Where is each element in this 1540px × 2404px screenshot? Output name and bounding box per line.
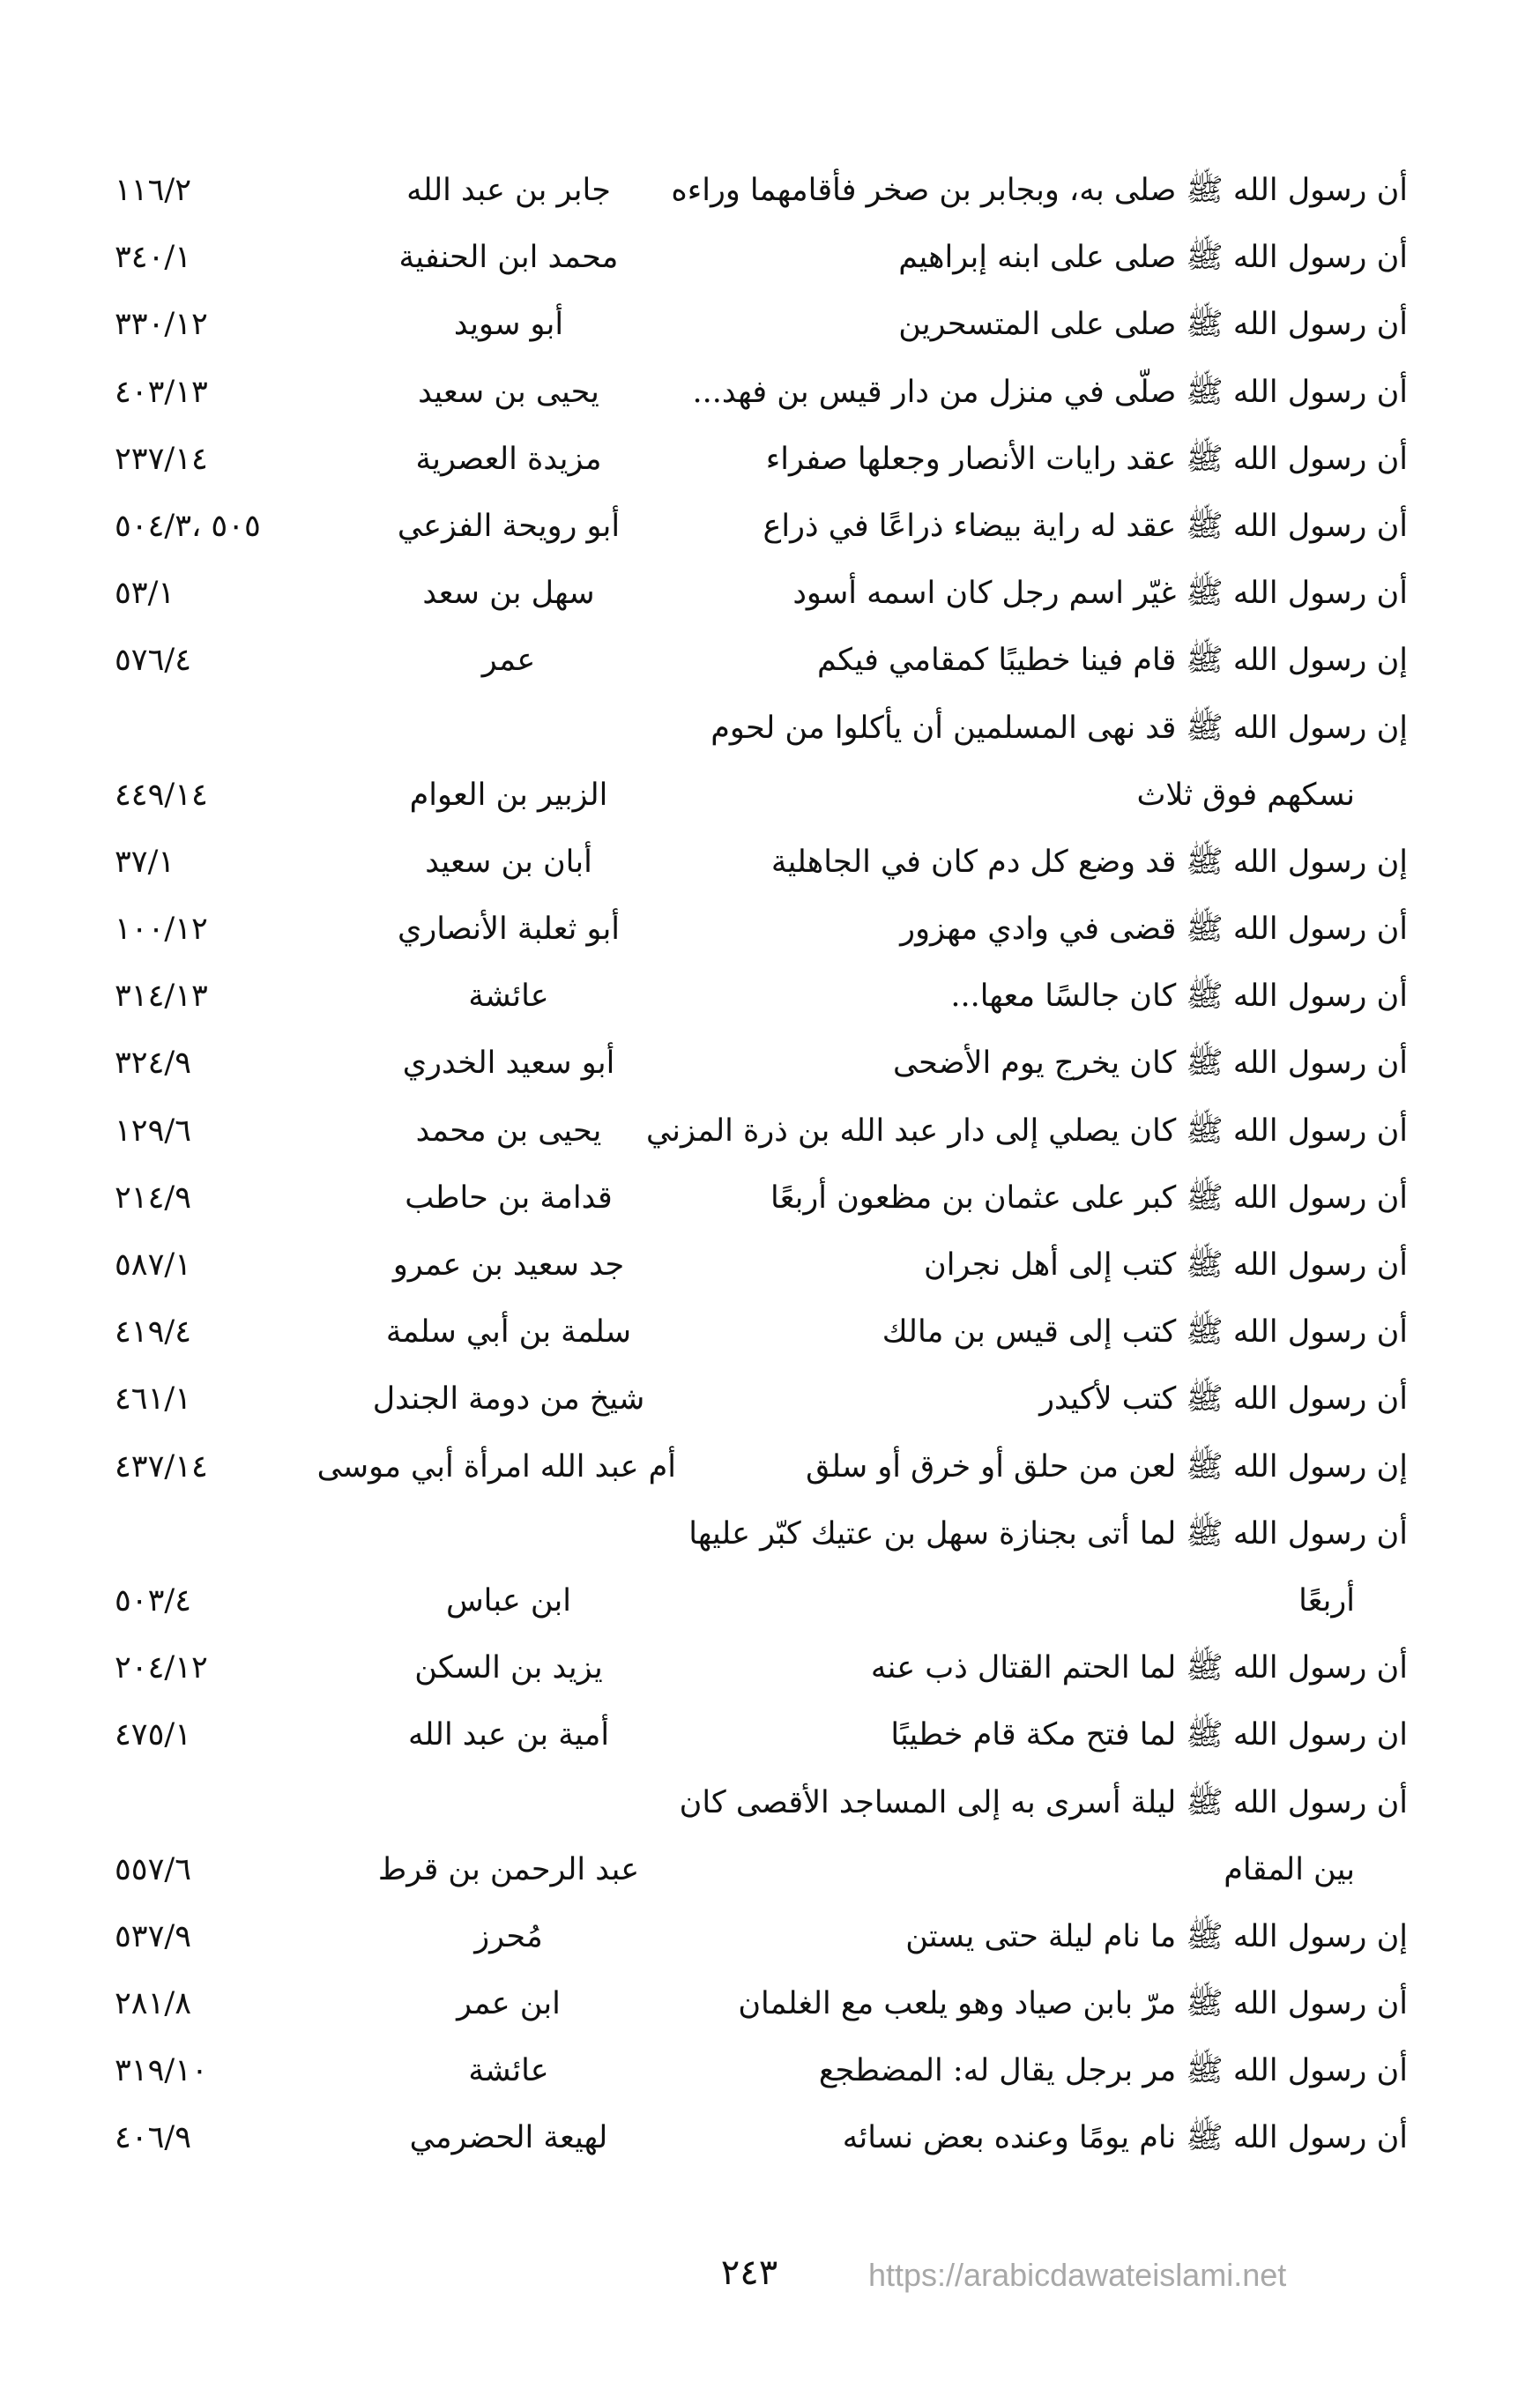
index-row [115, 2104, 1408, 2171]
index-row [115, 1836, 1408, 1903]
hadith-text: أن رسول الله ﷺ كان يصلي إلى دار عبد الله بن ذرة المزني [646, 1113, 1408, 1149]
volume-page-reference: ٥٧٦/٤ [115, 643, 191, 679]
index-row [115, 1232, 1408, 1299]
narrator-name: قدامة بن حاطب [405, 1180, 613, 1216]
hadith-text: أن رسول الله ﷺ كتب لأكيدر [1039, 1381, 1408, 1418]
hadith-text: إن رسول الله ﷺ قد نهى المسلمين أن يأكلوا من لحوم [710, 710, 1408, 746]
hadith-text: أن رسول الله ﷺ صلى به، وبجابر بن صخر فأقامهما وراءه [671, 173, 1408, 208]
hadith-text-continuation: بين المقام [1224, 1851, 1355, 1887]
hadith-text: أن رسول الله ﷺ ليلة أسرى به إلى المساجد الأقصى كان [679, 1784, 1408, 1820]
volume-page-reference: ٥٥٧/٦ [115, 1851, 191, 1887]
narrator-name: ابن عباس [445, 1582, 572, 1619]
index-row [115, 1299, 1408, 1366]
volume-page-reference: ٢١٤/٩ [115, 1180, 191, 1216]
hadith-text-continuation: نسكهم فوق ثلاث [1136, 777, 1355, 813]
hadith-text: أن رسول الله ﷺ غيّر اسم رجل كان اسمه أسود [792, 576, 1408, 612]
narrator-name: يزيد بن السكن [414, 1650, 603, 1686]
narrator-name: يحيى بن محمد [415, 1113, 602, 1149]
volume-page-reference: ٣٧/١ [115, 844, 175, 880]
volume-page-reference: ٢٠٤/١٢ [115, 1650, 208, 1686]
hadith-text: أن رسول الله ﷺ عقد له راية بيضاء ذراعًا في ذراع [763, 508, 1408, 544]
index-row [115, 896, 1408, 963]
narrator-name: جد سعيد بن عمرو [392, 1247, 625, 1283]
narrator-name: سلمة بن أبي سلمة [385, 1314, 632, 1351]
index-row [115, 1165, 1408, 1232]
volume-page-reference: ٥٣٧/٩ [115, 1918, 191, 1954]
source-watermark: https://arabicdawateislami.net [868, 2257, 1287, 2293]
index-row [115, 157, 1408, 224]
index-row [115, 1701, 1408, 1768]
narrator-name: عبد الرحمن بن قرط [377, 1851, 640, 1887]
volume-page-reference: ٢٨١/٨ [115, 1986, 191, 2022]
volume-page-reference: ٥٠٥ ،٥٠٤/٣ [115, 508, 261, 544]
index-row [115, 695, 1408, 762]
volume-page-reference: ٣١٤/١٣ [115, 979, 208, 1015]
hadith-text-continuation: أربعًا [1298, 1582, 1355, 1619]
index-row [115, 291, 1408, 358]
index-row [115, 1366, 1408, 1433]
volume-page-reference: ٤٤٩/١٤ [115, 777, 208, 813]
volume-page-reference: ١١٦/٢ [115, 173, 191, 208]
volume-page-reference: ٤٣٧/١٤ [115, 1448, 208, 1485]
hadith-text: ان رسول الله ﷺ لما فتح مكة قام خطيبًا [890, 1717, 1408, 1753]
narrator-name: يحيى بن سعيد [418, 374, 599, 410]
narrator-name: ابن عمر [457, 1986, 561, 2022]
index-row [115, 762, 1408, 829]
index-row [115, 426, 1408, 493]
index-row [115, 1433, 1408, 1500]
index-row [115, 1769, 1408, 1836]
volume-page-reference: ١٠٠/١٢ [115, 912, 208, 948]
hadith-text: أن رسول الله ﷺ صلى على المتسحرين [898, 307, 1408, 343]
volume-page-reference: ٣١٩/١٠ [115, 2053, 208, 2089]
index-row [115, 1030, 1408, 1097]
hadith-text: أن رسول الله ﷺ قضى في وادي مهزور [900, 912, 1408, 948]
narrator-name: عائشة [468, 2053, 549, 2089]
hadith-text: أن رسول الله ﷺ عقد رايات الأنصار وجعلها صفراء [765, 441, 1408, 477]
page-number: ٢٤٣ [720, 2252, 778, 2293]
volume-page-reference: ٤٦١/١ [115, 1381, 191, 1418]
narrator-name: عائشة [468, 979, 549, 1015]
narrator-name: محمد ابن الحنفية [398, 240, 619, 276]
hadith-index-list [115, 157, 1408, 2172]
narrator-name: أم عبد الله امرأة أبي موسى [316, 1448, 676, 1485]
narrator-name: شيخ من دومة الجندل [372, 1381, 645, 1418]
index-row [115, 1903, 1408, 1970]
hadith-text: أن رسول الله ﷺ نام يومًا وعنده بعض نسائه [842, 2120, 1408, 2156]
index-row [115, 224, 1408, 291]
narrator-name: لهيعة الحضرمي [409, 2120, 608, 2156]
volume-page-reference: ٣٣٠/١٢ [115, 307, 208, 343]
index-row [115, 1500, 1408, 1567]
index-row [115, 1634, 1408, 1701]
index-row [115, 560, 1408, 627]
hadith-text: أن رسول الله ﷺ كتب إلى أهل نجران [924, 1247, 1408, 1283]
volume-page-reference: ٢٣٧/١٤ [115, 441, 208, 477]
narrator-name: جابر بن عبد الله [406, 173, 611, 208]
hadith-text: أن رسول الله ﷺ لما الحتم القتال ذب عنه [870, 1650, 1408, 1686]
index-row [115, 963, 1408, 1030]
volume-page-reference: ٣٢٤/٩ [115, 1046, 191, 1082]
index-row [115, 1098, 1408, 1165]
volume-page-reference: ٣٤٠/١ [115, 240, 191, 276]
hadith-text: أن رسول الله ﷺ كان يخرج يوم الأضحى [893, 1046, 1408, 1082]
narrator-name: أمية بن عبد الله [407, 1717, 610, 1753]
narrator-name: أبو سعيد الخدري [402, 1046, 615, 1082]
narrator-name: أبو سويد [453, 307, 564, 343]
hadith-text: إن رسول الله ﷺ قد وضع كل دم كان في الجاهلية [770, 844, 1408, 880]
hadith-text: أن رسول الله ﷺ كتب إلى قيس بن مالك [882, 1314, 1408, 1351]
volume-page-reference: ٥٨٧/١ [115, 1247, 191, 1283]
hadith-text: أن رسول الله ﷺ كبر على عثمان بن مظعون أربعًا [770, 1180, 1408, 1216]
hadith-text: إن رسول الله ﷺ قام فينا خطيبًا كمقامي فيكم [816, 643, 1408, 679]
volume-page-reference: ٤١٩/٤ [115, 1314, 191, 1351]
hadith-text: أن رسول الله ﷺ مرّ بابن صياد وهو يلعب مع الغلمان [738, 1986, 1408, 2022]
index-row [115, 1970, 1408, 2037]
volume-page-reference: ٥٣/١ [115, 576, 175, 612]
index-row [115, 359, 1408, 426]
narrator-name: أبان بن سعيد [425, 844, 592, 880]
hadith-text: أن رسول الله ﷺ صلى على ابنه إبراهيم [898, 240, 1408, 276]
volume-page-reference: ٤٧٥/١ [115, 1717, 191, 1753]
hadith-text: إن رسول الله ﷺ ما نام ليلة حتى يستن [905, 1918, 1408, 1954]
volume-page-reference: ٤٠٦/٩ [115, 2120, 191, 2156]
narrator-name: عمر [481, 643, 536, 679]
narrator-name: مُحرز [474, 1918, 543, 1954]
narrator-name: أبو رويحة الفزعي [397, 508, 621, 544]
volume-page-reference: ٥٠٣/٤ [115, 1582, 191, 1619]
hadith-text: إن رسول الله ﷺ لعن من حلق أو خرق أو سلق [806, 1448, 1408, 1485]
volume-page-reference: ١٢٩/٦ [115, 1113, 191, 1149]
index-row [115, 829, 1408, 896]
index-row [115, 2037, 1408, 2104]
volume-page-reference: ٤٠٣/١٣ [115, 374, 208, 410]
index-row [115, 1567, 1408, 1634]
narrator-name: سهل بن سعد [422, 576, 595, 612]
narrator-name: أبو ثعلبة الأنصاري [397, 912, 621, 948]
hadith-text: أن رسول الله ﷺ كان جالسًا معها... [950, 979, 1408, 1015]
narrator-name: الزبير بن العوام [409, 777, 608, 813]
hadith-text: أن رسول الله ﷺ صلّى في منزل من دار قيس بن فهد... [692, 374, 1408, 410]
hadith-text: أن رسول الله ﷺ مر برجل يقال له: المضطجع [818, 2053, 1408, 2089]
narrator-name: مزيدة العصرية [415, 441, 602, 477]
hadith-text: أن رسول الله ﷺ لما أتى بجنازة سهل بن عتيك كبّر عليها [688, 1515, 1408, 1552]
index-row [115, 627, 1408, 694]
index-row [115, 493, 1408, 560]
